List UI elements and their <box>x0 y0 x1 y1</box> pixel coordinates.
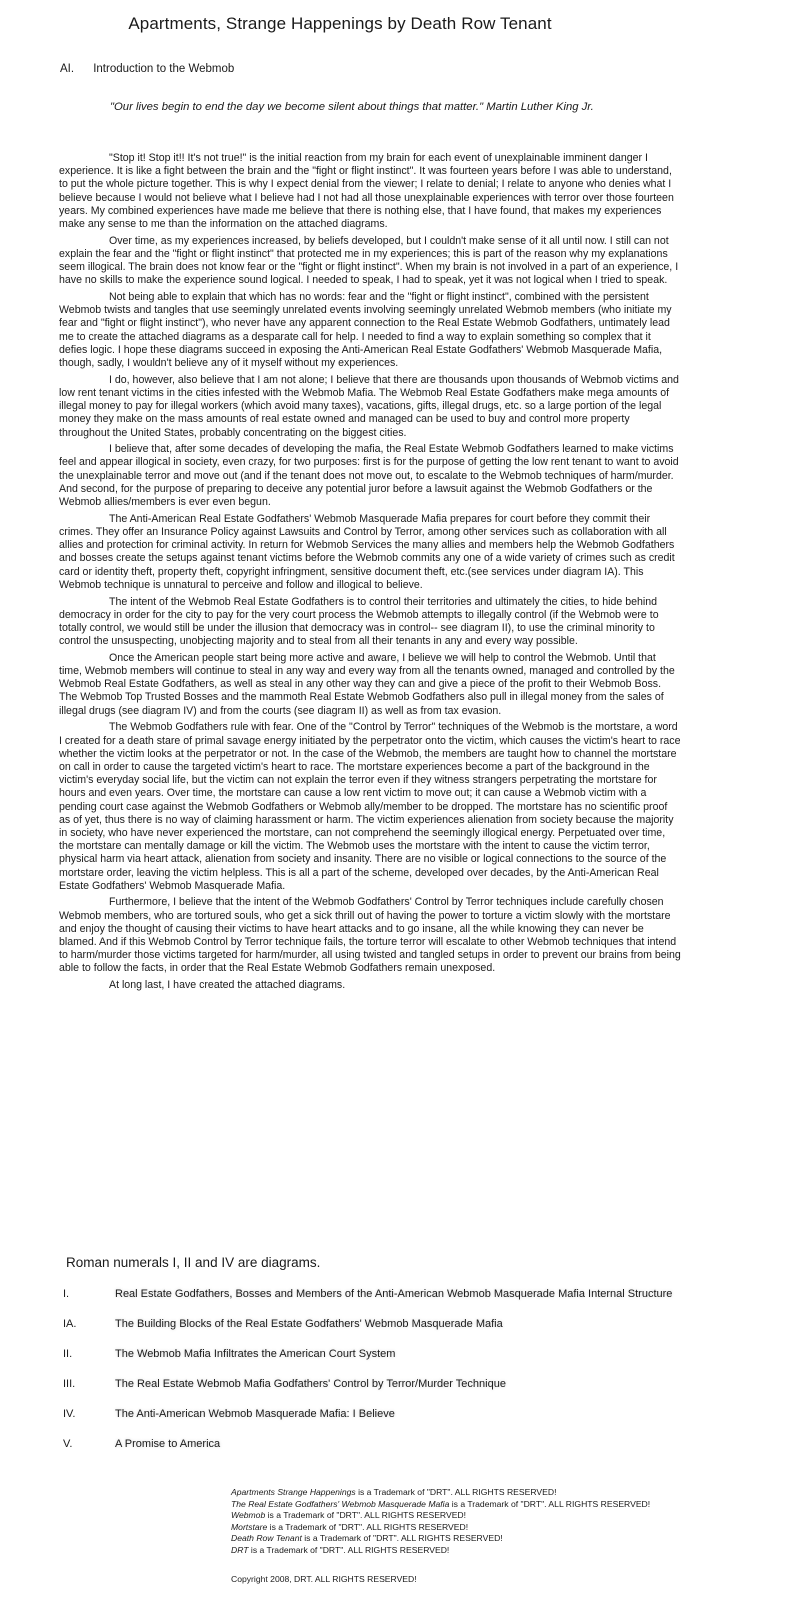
trademark-name: Death Row Tenant <box>231 1533 302 1544</box>
trademark-line <box>231 1533 650 1545</box>
trademark-name: DRT <box>231 1544 249 1555</box>
trademark-text: is a Trademark of "DRT". ALL RIGHTS RESERVED! <box>248 1544 450 1555</box>
paragraph: The Anti-American Real Estate Godfathers' Webmob Masquerade Mafia prepares for court before they commit their crimes. They offer an Insurance Policy against Lawsuits and Control by Terror, among other services such as collaboration with all allies and protection for criminal activity. In return for Webmob Services the many allies and members help the Webmob Godfathers and bosses create the setups against tenant victims before the Webmob commits any one of a wide variety of crimes such as credit card or identity theft, property theft, copyright infringment, sensitive document theft, etc.(see services under diagram IA). This Webmob technique is unnatural to perceive and follow and illogical to believe. <box>59 512 675 591</box>
paragraph: The Webmob Godfathers rule with fear. One of the "Control by Terror" techniques of the Webmob is the mortstare, a word I created for a death stare of primal savage energy initiated by the perpetrator onto the victim, which causes the victim's heart to race whether the victim looks at the perpetrator or not. In the case of the Webmob, the members are taught how to channel the mortstare on call in order to cause the targeted victim's heart to race. The mortstare experiences become a part of the background in the victim's everyday social life, but the victim can not explain the terror even if they witness strangers perpetrating the mortstare for hours and even years. Over time, the mortstare can cause a low rent victim to move out; it can cause a Webmob victim with a pending court case against the Webmob Godfathers or Webmob ally/member to be dropped. The mortstare has no scientific proof as of yet, thus there is no way of claiming harassment or harm. The victim experiences alienation from society because the majority in society, who have never experienced the mortstare, can not comprehend the seemingly illogical energy. Perpetuated over time, the mortstare can mentally damage or kill the victim. The Webmob uses the mortstare with the intent to cause the victim terror, physical harm via heart attack, alienation from society and insanity. There are no visible or logical connections to the source of the mortstare order, leaving the victim helpless. This is all a part of the scheme, developed over decades, by the Anti-American Real Estate Godfathers' Webmob Masquerade Mafia. <box>59 721 681 892</box>
paragraph: Not being able to explain that which has no words: fear and the "fight or flight instinct", combined with the persistent Webmob twists and tangles that use seemingly unrelated events involving seemingly unrelated Webmob members (who initiate my fear and "fight or flight instinct"), who never have any apparent connection to the Real Estate Webmob Godfathers, untimately lead me to create the attached diagrams as a desparate call for help. I needed to find a way to explain something so complex that it defies logic. I hope these diagrams succeed in exposing the Anti-American Real Estate Godfathers' Webmob Masquerade Mafia, though, sadly, I wouldn't believe any of it myself without my experiences. <box>59 291 672 370</box>
diagram-number: I. <box>63 1288 70 1300</box>
trademark-line <box>231 1522 650 1534</box>
trademark-text: is a Trademark of "DRT". ALL RIGHTS RESERVED! <box>449 1498 651 1509</box>
paragraph: "Stop it! Stop it!! It's not true!" is the initial reaction from my brain for each event of unexplainable imminent danger I experience. It is like a fight between the brain and the "fight or flight instinct". It was fourteen years before I was able to understand, to put the whole picture together. This is why I expect denial from the viewer; I relate to denial; I relate to anyone who denies what I believe because I would not believe what I believe had I not had all those unexplainable experiences with terror over those fourteen years. My combined experiences have made me believe that there is nothing else, that I have found, that makes my experiences make any sense to me than the information on the attached diagrams. <box>59 152 674 231</box>
epigraph-quote: "Our lives begin to end the day we become silent about things that matter." Martin Luther King Jr. <box>110 101 594 113</box>
trademark-name: Webmob <box>231 1510 266 1521</box>
trademark-line <box>231 1499 650 1511</box>
copyright-notice: Copyright 2008, DRT. ALL RIGHTS RESERVED! <box>231 1574 417 1584</box>
page-title: Apartments, Strange Happenings by Death Row Tenant <box>128 14 552 33</box>
diagram-number: III. <box>63 1378 76 1390</box>
trademark-text: is a Trademark of "DRT". ALL RIGHTS RESERVED! <box>355 1487 557 1497</box>
diagram-list-item <box>63 1378 763 1408</box>
diagram-number: V. <box>63 1438 73 1450</box>
trademark-line <box>231 1487 650 1499</box>
diagram-title: The Building Blocks of the Real Estate Godfathers' Webmob Masquerade Mafia <box>115 1318 503 1330</box>
diagram-title: A Promise to America <box>115 1438 221 1450</box>
diagram-list-item <box>63 1408 763 1438</box>
trademark-text: is a Trademark of "DRT". ALL RIGHTS RESERVED! <box>265 1510 467 1521</box>
paragraph: I do, however, also believe that I am not alone; I believe that there are thousands upon thousands of Webmob victims and low rent tenant victims in the cities infested with the Webmob Mafia. The Webmob Real Estate Godfathers make mega amounts of illegal money to pay for illegal workers (which avoid many taxes), vacations, gifts, illegal drugs, etc. so a large portion of the legal money they make on the mass amounts of real estate owned and managed can be used to buy and control more property throughout the United States, probably concentrating on the biggest cities. <box>59 373 679 439</box>
trademark-line <box>231 1545 650 1557</box>
diagram-list <box>63 1288 763 1468</box>
diagram-title: The Webmob Mafia Infiltrates the American Court System <box>115 1348 396 1360</box>
trademark-line <box>231 1510 650 1522</box>
diagram-title: Real Estate Godfathers, Bosses and Members of the Anti-American Webmob Masquerade Mafia Internal Structure <box>115 1288 673 1300</box>
section-title: Introduction to the Webmob <box>93 63 235 75</box>
diagram-list-item <box>63 1318 763 1348</box>
diagrams-heading: Roman numerals I, II and IV are diagrams. <box>66 1255 321 1270</box>
diagram-list-item <box>63 1348 763 1378</box>
paragraph: At long last, I have created the attached diagrams. <box>109 979 346 992</box>
diagram-number: II. <box>63 1348 73 1360</box>
diagram-number: IA. <box>63 1318 77 1330</box>
trademark-name: The Real Estate Godfathers' Webmob Masquerade Mafia <box>231 1498 450 1509</box>
section-heading <box>60 63 234 75</box>
diagram-number: IV. <box>63 1408 76 1420</box>
trademark-text: is a Trademark of "DRT". ALL RIGHTS RESERVED! <box>301 1533 503 1544</box>
paragraph: Once the American people start being more active and aware, I believe we will help to control the Webmob. Until that time, Webmob members will continue to steal in any way and every way from all the tenants owned, managed and controlled by the Webmob Real Estate Godfathers, as well as steal in any other way they can and give a piece of the profit to their Webmob Boss. The Webmob Top Trusted Bosses and the mammoth Real Estate Webmob Godfathers also pull in illegal money from the sales of illegal drugs (see diagram IV) and from the courts (see diagram II) as well as from tax evasion. <box>59 651 675 717</box>
paragraph: Over time, as my experiences increased, by beliefs developed, but I couldn't make sense of it all until now. I still can not explain the fear and the "fight or flight instinct" that protected me in my experiences; this is part of the reason why my explanations seem illogical. The brain does not know fear or the "fight or flight instinct". When my brain is not involved in a part of an experience, I have no skills to make the experience sound logical. I needed to speak, I had to speak, yet it was not logical when I tried to speak. <box>59 234 679 287</box>
paragraph: Furthermore, I believe that the intent of the Webmob Godfathers' Control by Terror techniques include carefully chosen Webmob members, who are tortured souls, who get a sick thrill out of having the power to torture a victim slowly with the mortstare and enjoy the thought of causing their victims to have heart attacks and to go insane, all the while knowing they can never be blamed. And if this Webmob Control by Terror technique fails, the torture terror will escalate to other Webmob techniques that intend to harm/murder those victims targeted for harm/murder, all using twisted and tangled setups in order to prevent our brains from being able to follow the facts, in order that the Real Estate Webmob Godfathers remain unexposed. <box>59 896 681 975</box>
introduction-body <box>59 152 681 996</box>
diagram-title: The Anti-American Webmob Masquerade Mafia: I Believe <box>115 1408 395 1420</box>
section-number: AI. <box>60 63 75 75</box>
paragraph: I believe that, after some decades of developing the mafia, the Real Estate Webmob Godfathers learned to make victims feel and appear illogical in society, even crazy, for two purposes: first is for the purpose of getting the low rent tenant to want to avoid the unexplainable terror and move out (and if the tenant does not move out, to escalate to the Webmob techniques of harm/murder. And second, for the purpose of preparing to deceive any potential juror before a lawsuit against the Webmob Godfathers or the Webmob allies/members is ever even begun. <box>59 443 679 509</box>
trademark-name: Mortstare <box>231 1521 268 1532</box>
diagram-list-item <box>63 1438 763 1468</box>
diagram-title: The Real Estate Webmob Mafia Godfathers' Control by Terror/Murder Technique <box>115 1378 506 1390</box>
trademark-text: is a Trademark of "DRT". ALL RIGHTS RESERVED! <box>267 1521 469 1532</box>
trademark-notices <box>231 1487 650 1557</box>
paragraph: The intent of the Webmob Real Estate Godfathers is to control their territories and ultimately the cities, to hide behind democracy in order for the city to pay for the very court process the Webmob attempts to illegally control (if the Webmob were to totally control, we would still be under the illusion that democracy was in control-- see diagram II), to use the criminal minority to control the unsuspecting, unobjecting majority and to steal from all their tenants in any and every way possible. <box>59 595 659 648</box>
trademark-name: Apartments Strange Happenings <box>231 1487 356 1497</box>
diagram-list-item <box>63 1288 763 1318</box>
